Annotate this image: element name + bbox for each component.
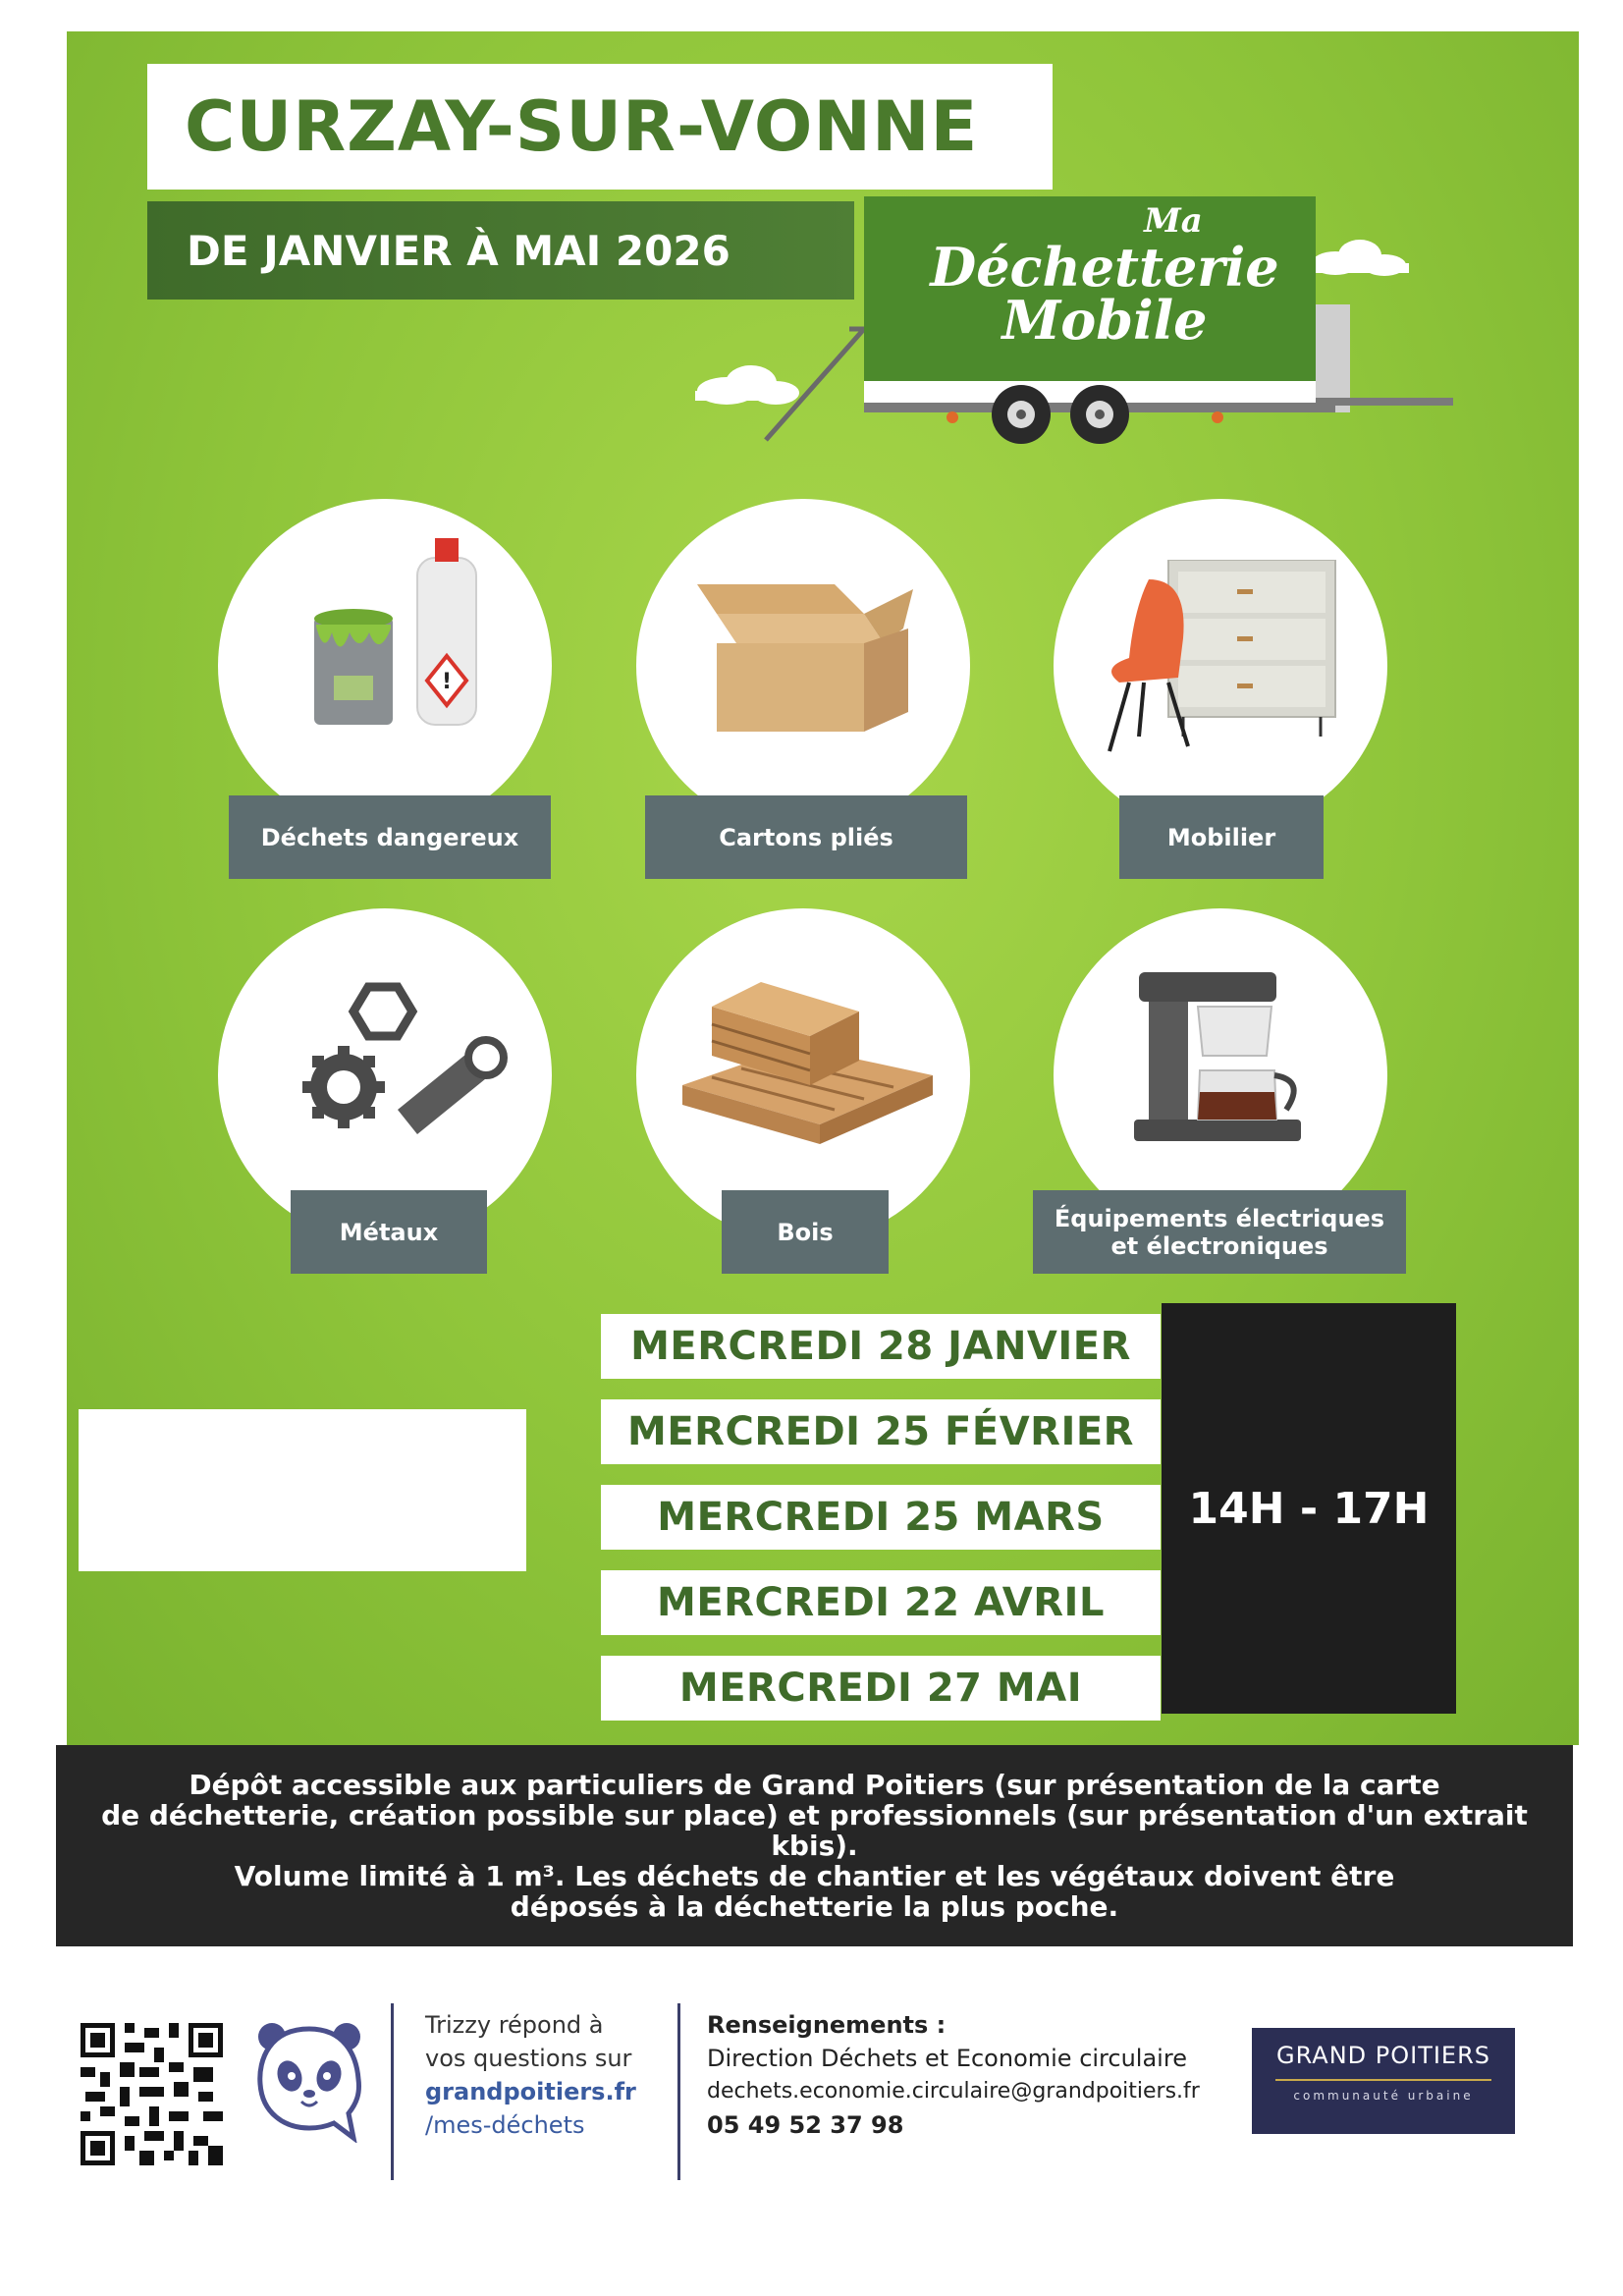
city-title-box: [147, 64, 1053, 190]
wheel-icon: [992, 385, 1051, 444]
category-label-furniture: [1119, 795, 1324, 879]
cloud-icon: [1311, 240, 1409, 276]
schedule-date: MERCREDI 28 JANVIER: [630, 1324, 1131, 1369]
category-label-metals: [291, 1190, 487, 1274]
period-text: DE JANVIER À MAI 2026: [187, 226, 730, 275]
category-label-text: Métaux: [339, 1218, 439, 1246]
svg-text:!: !: [441, 670, 453, 694]
schedule-date-row: [601, 1570, 1161, 1635]
schedule-date-row: [601, 1485, 1161, 1550]
notice-line: Volume limité à 1 m³. Les déchets de chantier et les végétaux doivent être: [234, 1860, 1395, 1892]
contact-email[interactable]: dechets.economie.circulaire@grandpoitiers.fr: [707, 2079, 1200, 2104]
trizzy-line: Trizzy répond à: [425, 2011, 604, 2039]
cloud-icon: [695, 365, 799, 405]
wood-pallet-icon: [673, 967, 938, 1144]
blank-white-area: [79, 1409, 526, 1571]
category-label-wood: [722, 1190, 889, 1274]
contact-info: [707, 2008, 1200, 2142]
furniture-icon: [1090, 560, 1355, 756]
schedule-date-row: [601, 1399, 1161, 1464]
category-label-text: Équipements électriques: [1054, 1204, 1385, 1232]
category-label-hazardous: [229, 795, 551, 879]
trizzy-help-text: [425, 2008, 636, 2142]
schedule-date-row: [601, 1656, 1161, 1721]
footer-divider: [677, 2003, 680, 2180]
logo-subtitle: communauté urbaine: [1293, 2089, 1474, 2103]
panda-mascot-icon: [250, 2015, 368, 2143]
service-name: [918, 201, 1291, 352]
schedule-date: MERCREDI 25 MARS: [657, 1495, 1105, 1540]
schedule-date-row: [601, 1314, 1161, 1379]
logo-name: GRAND POITIERS: [1275, 2042, 1491, 2069]
category-label-text: Cartons pliés: [719, 823, 893, 851]
category-label-text: et électroniques: [1110, 1231, 1328, 1260]
city-title: CURZAY-SUR-VONNE: [185, 86, 979, 167]
service-name-line2: Mobile: [1001, 289, 1208, 352]
category-label-text: Déchets dangereux: [260, 823, 519, 851]
footer-divider: [391, 2003, 394, 2180]
website-link[interactable]: grandpoitiers.fr: [425, 2078, 636, 2105]
opening-hours: 14H - 17H: [1188, 1483, 1430, 1534]
service-name-ma: Ma: [1144, 201, 1203, 241]
schedule-date: MERCREDI 25 FÉVRIER: [627, 1409, 1134, 1454]
access-notice-band: [56, 1745, 1573, 1946]
notice-line: déposés à la déchetterie la plus poche.: [510, 1890, 1119, 1923]
opening-hours-box: [1162, 1303, 1456, 1714]
notice-line: de déchetterie, création possible sur place) et professionnels (sur présentation d'un extrait kbis).: [101, 1799, 1528, 1862]
contact-department: Direction Déchets et Economie circulaire: [707, 2045, 1187, 2072]
schedule-date: MERCREDI 22 AVRIL: [657, 1580, 1105, 1625]
notice-line: Dépôt accessible aux particuliers de Grand Poitiers (sur présentation de la carte: [189, 1769, 1440, 1801]
schedule-date: MERCREDI 27 MAI: [678, 1666, 1083, 1711]
category-label-electronics: [1033, 1190, 1406, 1274]
category-label-cardboard: [645, 795, 967, 879]
category-label-text: Mobilier: [1166, 823, 1276, 851]
qr-code-icon: [81, 2023, 223, 2165]
coffee-machine-icon: [1129, 962, 1325, 1149]
contact-phone[interactable]: 05 49 52 37 98: [707, 2111, 904, 2139]
trizzy-line: vos questions sur: [425, 2045, 632, 2072]
logo-divider: [1275, 2079, 1491, 2081]
hazardous-waste-icon: [304, 538, 501, 744]
website-path[interactable]: /mes-déchets: [425, 2111, 585, 2139]
service-name-line1: Déchetterie: [930, 236, 1279, 299]
category-label-text: Bois: [777, 1218, 834, 1246]
contact-heading: Renseignements :: [707, 2011, 947, 2039]
grand-poitiers-logo: [1252, 2028, 1515, 2134]
cardboard-box-icon: [687, 574, 923, 741]
metal-parts-icon: [299, 977, 515, 1149]
wheel-icon: [1070, 385, 1129, 444]
